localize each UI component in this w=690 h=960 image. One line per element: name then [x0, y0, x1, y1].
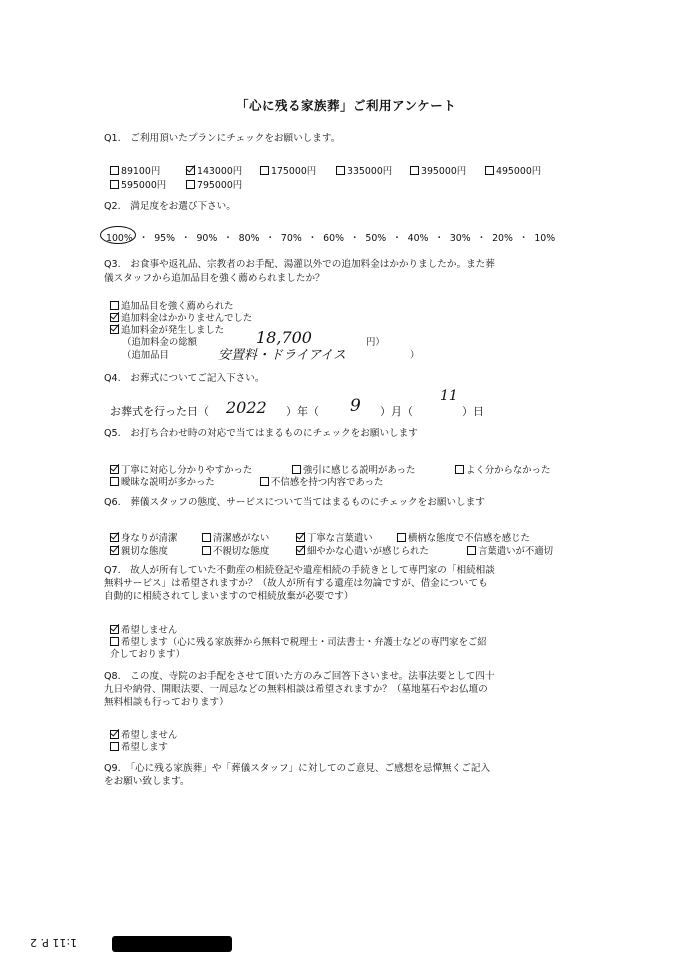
q6-option-unkind[interactable]: 不親切な態度 [202, 543, 269, 557]
checkbox[interactable] [292, 465, 301, 474]
checkbox-checked[interactable] [110, 465, 119, 474]
checkbox[interactable] [202, 546, 211, 555]
q6-option-arrogant[interactable]: 横柄な態度で不信感を感じた [397, 530, 530, 544]
q1-option-335000[interactable]: 335000円 [336, 163, 392, 177]
checkbox[interactable] [397, 533, 406, 542]
checkbox[interactable] [485, 166, 494, 175]
q4-day-unit: ）日 [462, 405, 484, 418]
scale-50[interactable]: 50% [365, 233, 387, 244]
q7-question-line3: 自動的に相続されてしまいますので相続放棄が必要です） [104, 591, 354, 602]
checkbox-checked[interactable] [296, 546, 305, 555]
checkbox[interactable] [110, 166, 119, 175]
page-title: 「心に残る家族葬」ご利用アンケート [236, 98, 457, 113]
checkbox-checked[interactable] [110, 730, 119, 739]
q6-option-polite-words[interactable]: 丁寧な言葉遣い [296, 530, 373, 544]
q4-question: Q4. お葬式についてご記入下さい。 [104, 373, 265, 384]
q3-total-unit: 円） [366, 337, 385, 348]
q3-option-charge-incurred[interactable]: 追加料金が発生しました [110, 322, 224, 336]
q5-option-polite[interactable]: 丁寧に対応し分かりやすかった [110, 462, 252, 476]
q1-option-89100[interactable]: 89100円 [110, 163, 160, 177]
q1-option-795000[interactable]: 795000円 [186, 177, 242, 191]
q6-option-inappropriate-words[interactable]: 言葉遣いが不適切 [467, 543, 553, 557]
checkbox[interactable] [336, 166, 345, 175]
scale-100[interactable]: 100% [106, 233, 133, 244]
page-number: 1:11 P. 2 [30, 936, 78, 949]
q6-option-considerate[interactable]: 細やかな心遣いが感じられた [296, 543, 429, 557]
q3-question-line1: Q3. お食事や返礼品、宗教者のお手配、湯灌以外での追加料金はかかりましたか。また葬 [104, 259, 495, 270]
q5-option-unclear[interactable]: よく分からなかった [455, 462, 550, 476]
q3-total-label: （追加料金の総額 [122, 337, 198, 348]
q9-question-line1: Q9. 「心に残る家族葬」や「葬儀スタッフ」に対してのご意見、ご感想を忌憚無くご記入 [104, 763, 491, 774]
checkbox[interactable] [202, 533, 211, 542]
q6-question: Q6. 葬儀スタッフの態度、サービスについて当てはまるものにチェックをお願いします [104, 497, 485, 508]
redaction-bar [112, 936, 232, 952]
checkbox-checked[interactable] [110, 533, 119, 542]
q6-option-clean[interactable]: 身なりが清潔 [110, 530, 177, 544]
checkbox[interactable] [455, 465, 464, 474]
checkbox-checked[interactable] [296, 533, 305, 542]
q1-option-395000[interactable]: 395000円 [410, 163, 466, 177]
scale-60[interactable]: 60% [323, 233, 344, 244]
scale-95[interactable]: 95% [154, 233, 176, 244]
q6-option-kind[interactable]: 親切な態度 [110, 543, 168, 557]
checkbox[interactable] [410, 166, 419, 175]
q7-option-request-cont: 介しております） [110, 649, 186, 660]
scale-90[interactable]: 90% [196, 233, 218, 244]
scale-80[interactable]: 80% [238, 233, 260, 244]
q8-question-line3: 無料相談も行っております） [104, 697, 229, 708]
scale-20[interactable]: 20% [492, 233, 513, 244]
checkbox-checked[interactable] [110, 325, 119, 334]
q7-option-request[interactable]: 希望します（心に残る家族葬から無料で税理士・司法書士・弁護士などの専門家をご紹 [110, 634, 487, 648]
q3-option-strongly-recommended[interactable]: 追加品目を強く薦められた [110, 298, 234, 312]
scale-30[interactable]: 30% [449, 233, 471, 244]
q5-question: Q5. お打ち合わせ時の対応で当てはまるものにチェックをお願いします [104, 428, 418, 439]
scale-10[interactable]: 10% [534, 233, 556, 244]
q2-scale[interactable]: 100% ・ 95% ・ 90% ・ 80% ・ 70% ・ 60% ・ 50% ・ 40% ・ 30% ・ 20% ・ 10% [106, 233, 556, 244]
checkbox[interactable] [260, 477, 269, 486]
q4-year-unit: ）年（ [286, 405, 319, 418]
q1-option-595000[interactable]: 595000円 [110, 177, 166, 191]
q3-items-close: ） [410, 350, 420, 361]
q1-option-495000[interactable]: 495000円 [485, 163, 541, 177]
q4-month-unit: ）月（ [380, 405, 413, 418]
q4-date-label: お葬式を行った日（ [110, 405, 209, 418]
q1-question: Q1. ご利用頂いたプランにチェックをお願いします。 [104, 133, 341, 144]
checkbox-checked[interactable] [110, 546, 119, 555]
q8-option-decline[interactable]: 希望しません [110, 727, 177, 741]
q4-year-value[interactable]: 2022 [226, 398, 267, 417]
q6-option-unclean[interactable]: 清潔感がない [202, 530, 269, 544]
q3-total-value[interactable]: 18,700 [256, 328, 312, 347]
q7-question-line2: 無料サービス」は希望されますか？（故人が所有する遺産は勿論ですが、借金についても [104, 578, 488, 589]
checkbox-checked[interactable] [110, 625, 119, 634]
scale-40[interactable]: 40% [407, 233, 429, 244]
checkbox[interactable] [110, 742, 119, 751]
q8-question-line2: 九日や納骨、開眼法要、一周忌などの無料相談は希望されますか？（墓地墓石やお仏壇の [104, 684, 488, 695]
q2-question: Q2. 満足度をお選び下さい。 [104, 201, 236, 212]
checkbox[interactable] [110, 637, 119, 646]
q9-question-line2: をお願い致します。 [104, 776, 190, 787]
q5-option-vague[interactable]: 曖昧な説明が多かった [110, 474, 215, 488]
checkbox[interactable] [110, 477, 119, 486]
q7-question-line1: Q7. 故人が所有していた不動産の相続登記や遺産相続の手続きとして専門家の「相続相談 [104, 565, 495, 576]
checkbox[interactable] [467, 546, 476, 555]
checkbox[interactable] [110, 180, 119, 189]
q4-day-value[interactable]: 11 [440, 388, 458, 404]
q3-items-value[interactable]: 安置料・ドライアイス [218, 348, 346, 363]
q3-option-no-charge[interactable]: 追加料金はかかりませんでした [110, 310, 252, 324]
checkbox[interactable] [260, 166, 269, 175]
checkbox[interactable] [186, 180, 195, 189]
scale-70[interactable]: 70% [280, 233, 302, 244]
q1-option-175000[interactable]: 175000円 [260, 163, 316, 177]
q8-question-line1: Q8. この度、寺院のお手配をさせて頂いた方のみご回答下さいませ。法事法要として四十 [104, 671, 495, 682]
q1-option-143000[interactable]: 143000円 [186, 163, 242, 177]
q5-option-distrust[interactable]: 不信感を持つ内容であった [260, 474, 383, 488]
q5-option-forceful[interactable]: 強引に感じる説明があった [292, 462, 415, 476]
q3-items-label: （追加品目 [122, 350, 169, 361]
q3-question-line2: 儀スタッフから追加品目を強く薦められましたか？ [104, 273, 325, 284]
q7-option-decline[interactable]: 希望しません [110, 622, 177, 636]
q8-option-request[interactable]: 希望します [110, 739, 168, 753]
checkbox-checked[interactable] [186, 166, 195, 175]
q4-month-value[interactable]: 9 [350, 396, 361, 416]
